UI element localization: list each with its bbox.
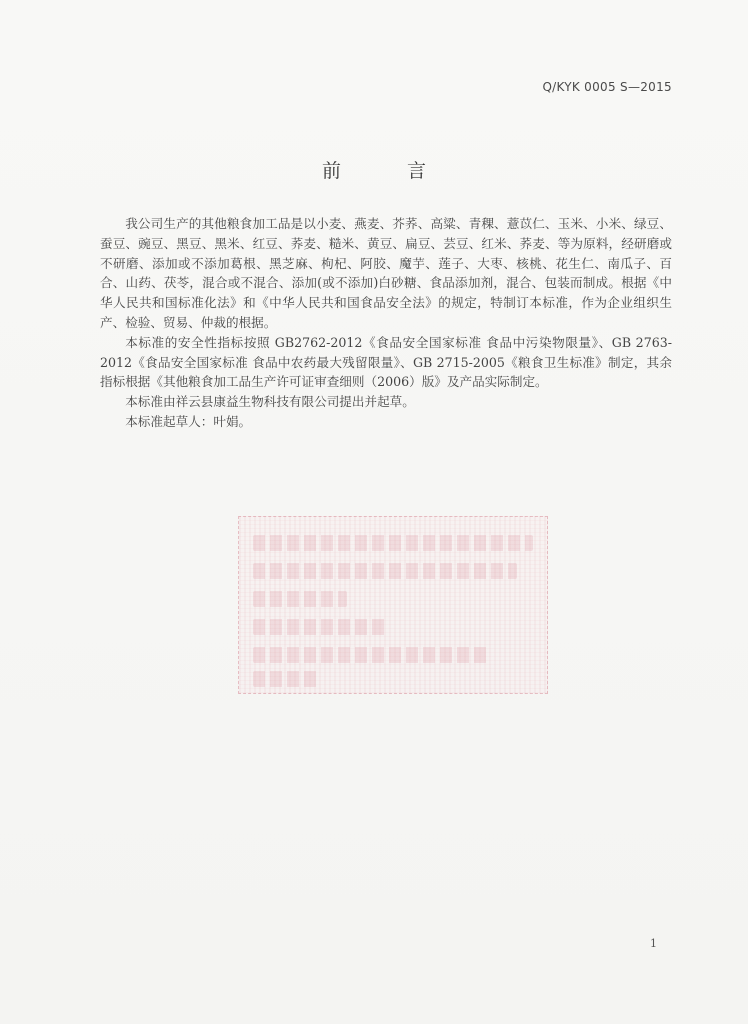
- stamp-text-line: [253, 647, 487, 663]
- paragraph-safety-indicators: 本标准的安全性指标按照 GB2762-2012《食品安全国家标准 食品中污染物限量》、GB 2763-2012《食品安全国家标准 食品中农药最大残留限量》、GB 2715-2005《粮食卫生标准》制定，其余指标根据《其他粮食加工品生产许可证审查细则（2006）版》及产品实际制定。: [100, 334, 672, 390]
- foreword-body: [100, 214, 672, 432]
- stamp-text-line: [253, 535, 533, 551]
- stamp-text-line: [253, 619, 387, 635]
- paragraph-drafter: 本标准起草人：叶娟。: [125, 413, 252, 429]
- page-number: 1: [650, 937, 657, 950]
- standard-code: Q/KYK 0005 S—2015: [542, 80, 672, 94]
- stamp-text-line: [253, 671, 317, 687]
- paragraph-proposer: 本标准由祥云县康益生物科技有限公司提出并起草。: [125, 394, 415, 410]
- filing-stamp-image: [238, 516, 548, 694]
- page-title: 前 言: [321, 160, 457, 182]
- stamp-text-line: [253, 563, 517, 579]
- paragraph-raw-materials: 我公司生产的其他粮食加工品是以小麦、燕麦、芥荞、高粱、青稞、薏苡仁、玉米、小米、绿豆、蚕豆、豌豆、黑豆、黑米、红豆、荞麦、糙米、黄豆、扁豆、芸豆、红米、荞麦、等为原料，经研磨或不研磨、添加或不添加葛根、黑芝麻、枸杞、阿胶、魔芋、莲子、大枣、核桃、花生仁、南瓜子、百合、山药、茯苓，混合或不混合、添加(或不添加)白砂糖、食品添加剂，混合、包装而制成。根据《中华人民共和国标准化法》和《中华人民共和国食品安全法》的规定，特制订本标准，作为企业组织生产、检验、贸易、仲裁的根据。: [100, 216, 672, 330]
- stamp-text-line: [253, 591, 347, 607]
